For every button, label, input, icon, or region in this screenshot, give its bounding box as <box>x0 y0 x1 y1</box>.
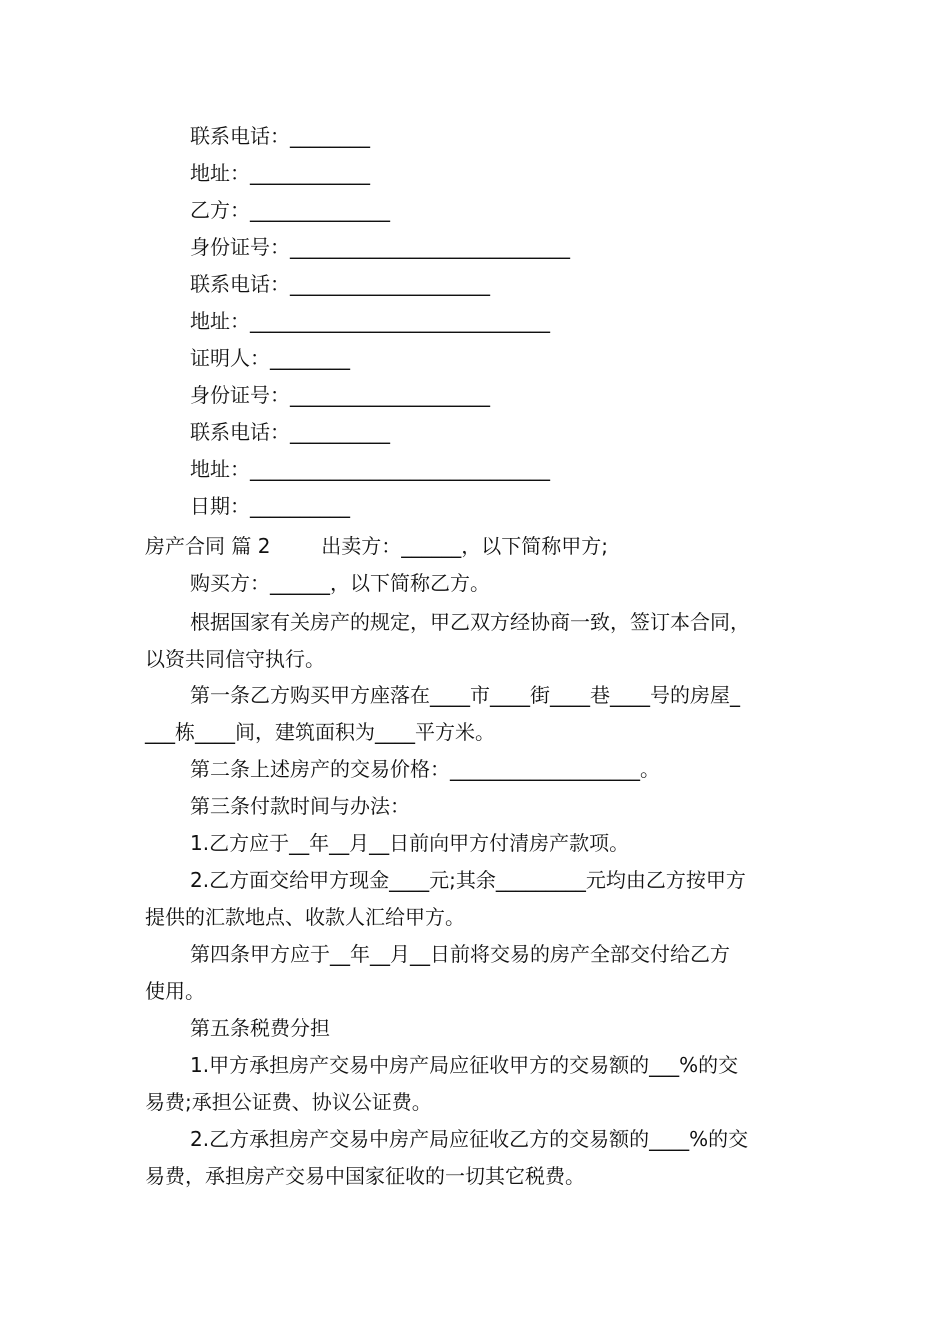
article-3-line: 第三条付款时间与办法： <box>190 794 410 818</box>
article-4-line: 使用。 <box>145 979 205 1003</box>
tax-item-1-line: 易费;承担公证费、协议公证费。 <box>145 1090 432 1114</box>
address-line: 地址：____________ <box>190 161 370 185</box>
paragraph-line: 以资共同信守执行。 <box>145 647 325 671</box>
id-number-line: 身份证号：____________________________ <box>190 235 570 259</box>
tax-item-2-line: 易费，承担房产交易中国家征收的一切其它税费。 <box>145 1164 585 1188</box>
article-2-line: 第二条上述房产的交易价格：___________________。 <box>190 757 660 781</box>
article-1-line: ___栋____间，建筑面积为____平方米。 <box>145 720 495 744</box>
article-4-line: 第四条甲方应于__年__月__日前将交易的房产全部交付给乙方 <box>190 942 730 966</box>
contact-phone-line: 联系电话：________ <box>190 124 370 148</box>
payment-item-2-line: 提供的汇款地点、收款人汇给甲方。 <box>145 905 465 929</box>
paragraph-line: 根据国家有关房产的规定，甲乙双方经协商一致，签订本合同， <box>190 610 750 634</box>
contract-heading-seller-line: 房产合同 篇 2 出卖方：______，以下简称甲方; <box>145 534 609 558</box>
tax-item-1-line: 1.甲方承担房产交易中房产局应征收甲方的交易额的___%的交 <box>190 1053 739 1077</box>
id-number-line: 身份证号：____________________ <box>190 383 490 407</box>
payment-item-2-line: 2.乙方面交给甲方现金____元;其余_________元均由乙方按甲方 <box>190 868 746 892</box>
address-line: 地址：______________________________ <box>190 457 550 481</box>
date-line: 日期：__________ <box>190 494 350 518</box>
contact-phone-line: 联系电话：____________________ <box>190 272 490 296</box>
payment-item-1-line: 1.乙方应于__年__月__日前向甲方付清房产款项。 <box>190 831 630 855</box>
tax-item-2-line: 2.乙方承担房产交易中房产局应征收乙方的交易额的____%的交 <box>190 1127 749 1151</box>
buyer-line: 购买方：______，以下简称乙方。 <box>190 571 490 595</box>
article-5-line: 第五条税费分担 <box>190 1016 330 1040</box>
party-b-line: 乙方：______________ <box>190 198 390 222</box>
contact-phone-line: 联系电话：__________ <box>190 420 390 444</box>
address-line: 地址：______________________________ <box>190 309 550 333</box>
witness-line: 证明人：________ <box>190 346 350 370</box>
article-1-line: 第一条乙方购买甲方座落在____市____街____巷____号的房屋_ <box>190 683 740 707</box>
